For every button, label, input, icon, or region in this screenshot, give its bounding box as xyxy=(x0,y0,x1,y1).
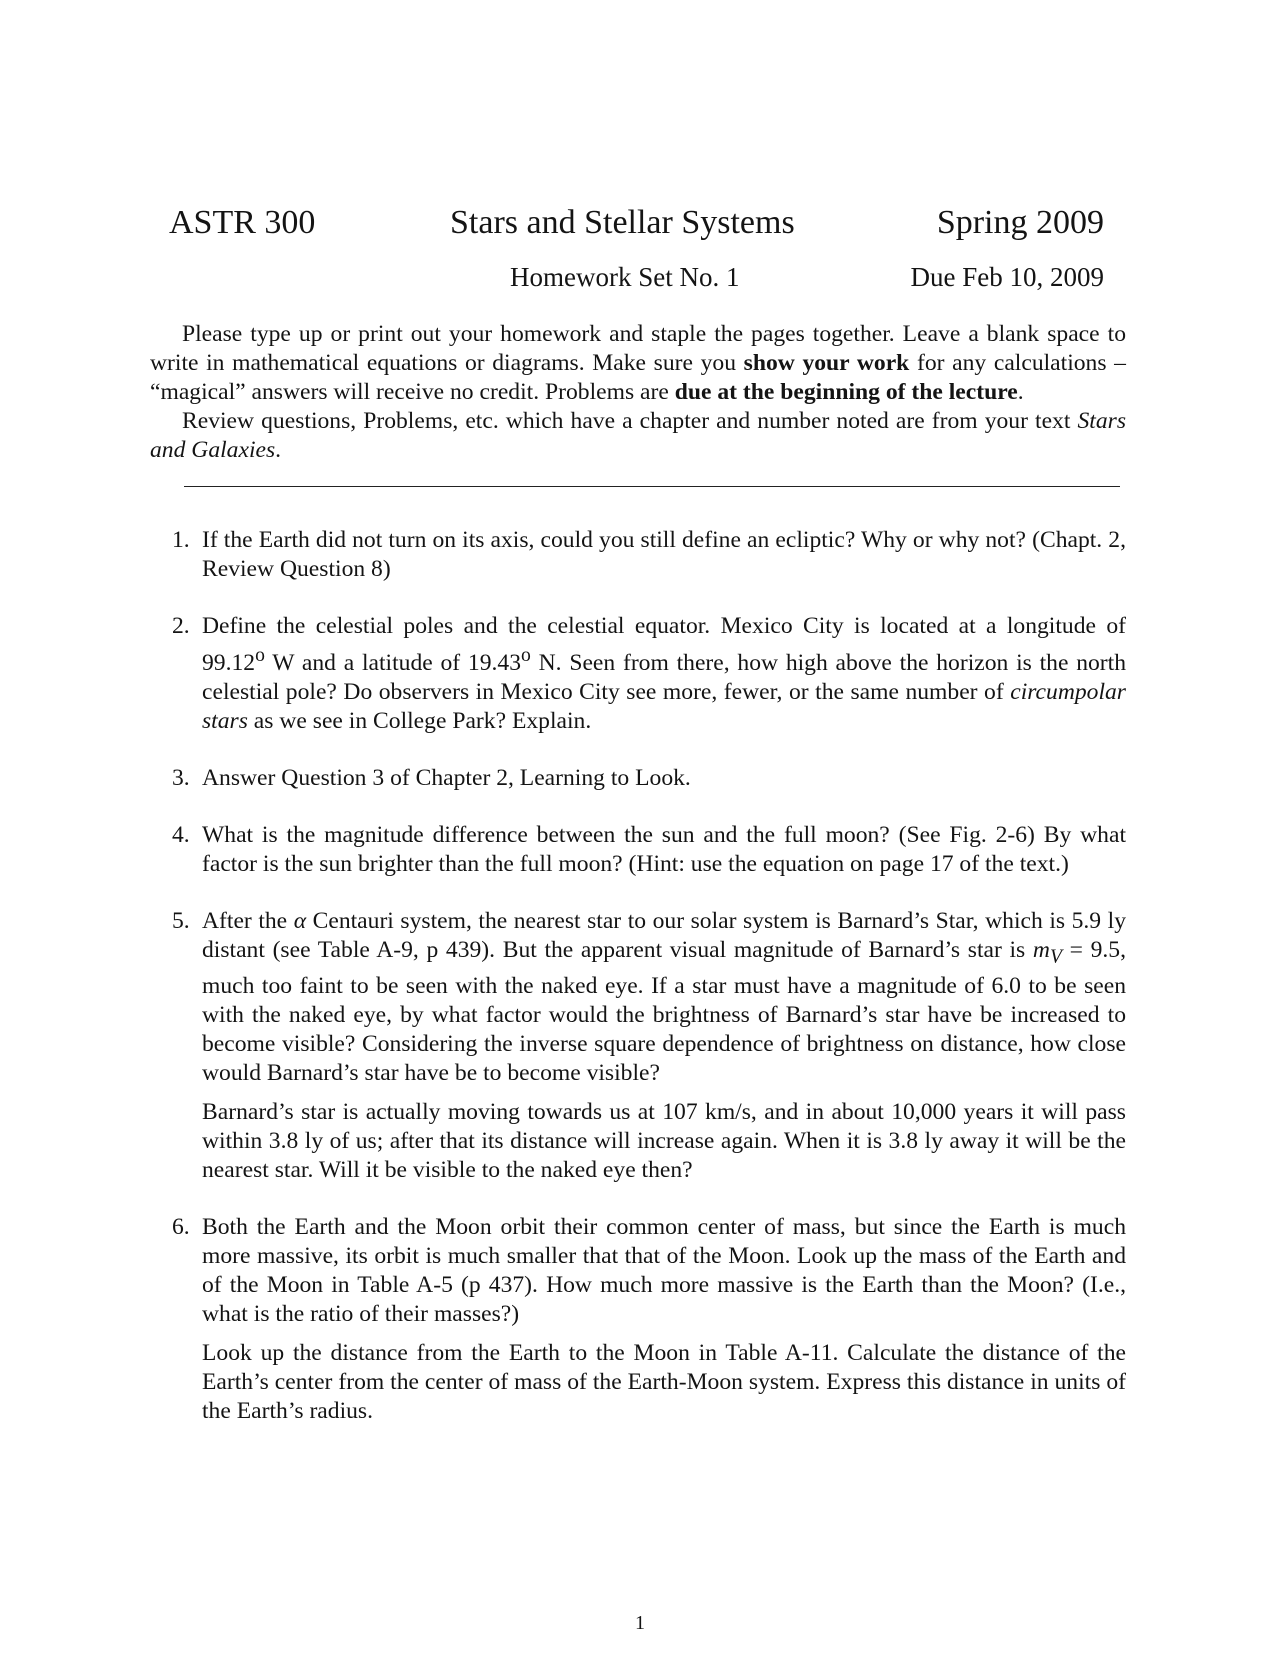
emphasis-show-work: show your work xyxy=(743,350,910,376)
course-title: Stars and Stellar Systems xyxy=(450,204,795,241)
problem-text: What is the magnitude difference between the sun and the full moon? (See Fig. 2-6) By what factor is the sun brighter than the full moon? (Hint: use the equation on page 17 of the text.) xyxy=(202,821,1126,877)
page-number: 1 xyxy=(635,1612,645,1634)
problem-text: Both the Earth and the Moon orbit their common center of mass, but since the Earth is much more massive, its orbit is much smaller that that of the Moon. Look up the mass of the Earth and of the Moon in Table A-5 (p 437). How much more massive is the Earth than the Moon? (I.e., what is the ratio of their masses?) xyxy=(202,1213,1126,1327)
instructions-paragraph-2 xyxy=(150,407,1126,465)
horizontal-rule xyxy=(184,486,1120,487)
magnitude-subscript: V xyxy=(1049,945,1062,968)
problem-text-part: N. Seen from there, how high above the horizon is the north celestial pole? Do observers in Mexico City see more, fewer, or the same number of xyxy=(202,649,1127,705)
instructions-text: Review questions, Problems, etc. which have a chapter and number noted are from your text xyxy=(182,408,1078,434)
instructions-text: for any calculations – “magical” answers will receive no credit. Problems are xyxy=(150,350,1126,405)
instructions xyxy=(150,320,1126,465)
instructions-text: . xyxy=(275,437,282,463)
header-row xyxy=(0,196,1280,248)
problem-text: Answer Question 3 of Chapter 2, Learning to Look. xyxy=(202,764,691,791)
problem-number: 2. xyxy=(172,613,190,639)
instructions-text: Please type up or print out your homework and staple the pages together. Leave a blank space to write in mathematical equations or diagrams. Make sure you xyxy=(150,321,1126,376)
problem-2 xyxy=(172,612,1126,736)
problem-text: If the Earth did not turn on its axis, could you still define an ecliptic? Why or why not? (Chapt. 2, Review Question 8) xyxy=(202,527,1126,582)
problem-number: 6. xyxy=(172,1213,190,1240)
problem-text-part: Define the celestial poles and the celestial equator. Mexico City is located at a longitude of 99.12 xyxy=(202,613,1126,676)
term-circumpolar-stars: circumpolar stars xyxy=(202,678,1126,734)
problem-text-followup: Look up the distance from the Earth to the Moon in Table A-11. Calculate the distance of the Earth’s center from the center of mass of the Earth-Moon system. Express this distance in units of the Earth’s radius. xyxy=(202,1339,1126,1424)
degree-mark: o xyxy=(521,644,531,666)
problem-3 xyxy=(172,764,1126,793)
alpha-symbol: α xyxy=(293,907,307,934)
problem-text xyxy=(202,612,1126,736)
problem-list xyxy=(172,526,1126,1454)
problem-text-part: W and a latitude of 19.43 xyxy=(264,649,522,676)
instructions-text: . xyxy=(1017,379,1024,405)
problem-text xyxy=(202,907,1126,1088)
problem-6 xyxy=(172,1213,1126,1426)
homework-set: Homework Set No. 1 xyxy=(510,262,740,292)
degree-mark: o xyxy=(255,644,265,666)
problem-text-followup: Barnard’s star is actually moving towards us at 107 km/s, and in about 10,000 years it will pass within 3.8 ly of us; after that its distance will increase again. When it is 3.8 ly away it will be the nearest star. Will it be visible to the naked eye then? xyxy=(202,1098,1126,1183)
problem-number: 3. xyxy=(172,764,190,791)
problem-4 xyxy=(172,821,1126,879)
subheader-row xyxy=(0,258,1280,298)
textbook-title: Stars and Galaxies xyxy=(150,408,1126,463)
due-date: Due Feb 10, 2009 xyxy=(910,262,1104,292)
course-code: ASTR 300 xyxy=(169,204,316,241)
emphasis-due: due at the beginning of the lecture xyxy=(674,379,1018,405)
problem-text-part: as we see in College Park? Explain. xyxy=(247,707,592,734)
term: Spring 2009 xyxy=(936,204,1104,241)
problem-number: 5. xyxy=(172,907,190,934)
problem-number: 4. xyxy=(172,821,190,848)
problem-number: 1. xyxy=(172,527,190,553)
instructions-paragraph-1 xyxy=(150,320,1126,407)
problem-text-part: After the xyxy=(202,907,294,934)
problem-text-part: , much too faint to be seen with the naked eye. If a star must have a magnitude of 6.0 to be seen with the naked eye, by what factor would the brightness of Barnard’s star have be increased to become visible? Considering the inverse square dependence of brightness on distance, how close would Barnard’s star have be to become visible? xyxy=(202,936,1126,1086)
magnitude-value: = 9.5 xyxy=(1061,936,1121,963)
problem-1 xyxy=(172,526,1126,584)
problem-5 xyxy=(172,907,1126,1185)
magnitude-symbol: m xyxy=(1032,936,1050,963)
problem-text-part: Centauri system, the nearest star to our solar system is Barnard’s Star, which is 5.9 ly distant (see Table A-9, p 439). But the apparent visual magnitude of Barnard’s star is xyxy=(202,907,1126,963)
